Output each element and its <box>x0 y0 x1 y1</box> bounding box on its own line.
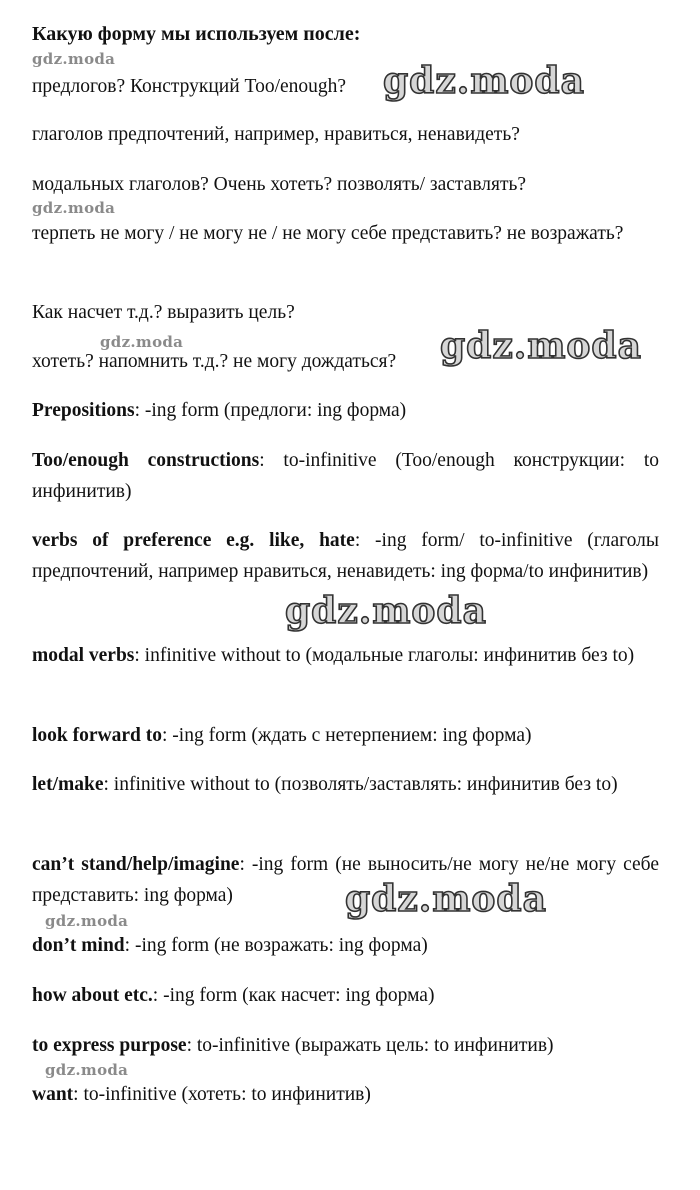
answer-term: how about etc. <box>32 985 153 1006</box>
answer-term: Prepositions <box>32 400 135 421</box>
answer-text: : -ing form (ждать с нетерпением: ing форма) <box>162 725 532 746</box>
answer-text: : to-infinitive (выражать цель: to инфинитив) <box>186 1035 554 1056</box>
answer-express-purpose <box>32 1030 659 1061</box>
answer-dont-mind <box>32 930 659 961</box>
answer-term: to express purpose <box>32 1035 187 1056</box>
question-verbs-of-preference: глаголов предпочтений, например, нравиться, ненавидеть? <box>32 124 520 145</box>
answer-prepositions <box>32 395 659 426</box>
page-title: Какую форму мы используем после: <box>32 23 361 45</box>
answer-text: : to-infinitive (Too/enough конструкции: to инфинитив) <box>32 450 659 502</box>
answer-term: can’t stand/help/imagine <box>32 854 240 875</box>
watermark-small: gdz.moda <box>45 1061 129 1079</box>
answer-term: Too/enough constructions <box>32 450 260 471</box>
answer-text: : to-infinitive (хотеть: to инфинитив) <box>73 1084 371 1105</box>
answer-text: : infinitive without to (позволять/заставлять: инфинитив без to) <box>103 774 618 795</box>
answer-too-enough <box>32 445 659 507</box>
watermark-large: gdz.moda <box>383 60 585 102</box>
question-cant-stand: терпеть не могу / не могу не / не могу себе представить? не возражать? <box>32 223 624 244</box>
answer-term: don’t mind <box>32 935 125 956</box>
answer-verbs-of-preference <box>32 525 659 587</box>
watermark-large: gdz.moda <box>345 878 547 920</box>
answer-text: : -ing form (не выносить/не могу не/не могу себе представить: ing форма) <box>32 854 659 906</box>
question-how-about: Как насчет т.д.? выразить цель? <box>32 302 295 323</box>
answer-look-forward-to <box>32 720 659 751</box>
answer-want <box>32 1079 659 1110</box>
answer-term: want <box>32 1084 74 1105</box>
answer-text: : -ing form (не возражать: ing форма) <box>124 935 428 956</box>
answer-text: : -ing form (как насчет: ing форма) <box>152 985 435 1006</box>
watermark-large: gdz.moda <box>285 590 487 632</box>
answer-text: : infinitive without to (модальные глаголы: инфинитив без to) <box>134 645 635 666</box>
answer-text: : -ing form/ to-infinitive (глаголы предпочтений, например нравиться, ненавидеть: ing форма/to инфинитив) <box>32 530 659 582</box>
answer-text: : -ing form (предлоги: ing форма) <box>134 400 407 421</box>
answer-term: look forward to <box>32 725 162 746</box>
watermark-small: gdz.moda <box>100 333 184 351</box>
answer-term: let/make <box>32 774 104 795</box>
question-want: хотеть? напомнить т.д.? не могу дождаться? <box>32 351 397 372</box>
answer-how-about <box>32 980 659 1011</box>
watermark-small: gdz.moda <box>45 912 129 930</box>
answer-modal-verbs <box>32 640 659 671</box>
watermark-large: gdz.moda <box>440 325 642 367</box>
watermark-small: gdz.moda <box>32 199 116 217</box>
answer-term: verbs of preference e.g. like, hate <box>32 530 355 551</box>
answer-term: modal verbs <box>32 645 135 666</box>
question-modal-verbs: модальных глаголов? Очень хотеть? позволять/ заставлять? <box>32 174 527 195</box>
answer-let-make <box>32 769 659 800</box>
watermark-small: gdz.moda <box>32 50 116 68</box>
question-prepositions: предлогов? Конструкций Too/enough? <box>32 76 347 97</box>
